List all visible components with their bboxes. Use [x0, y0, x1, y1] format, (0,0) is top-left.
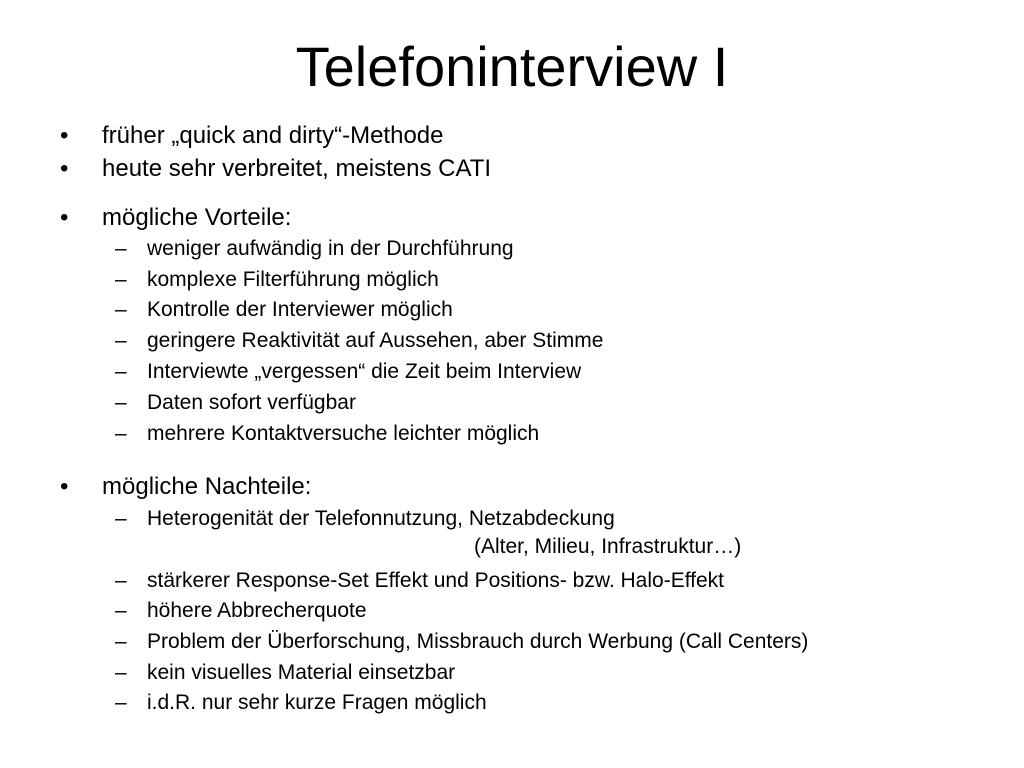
sub-item-continuation: (Alter, Milieu, Infrastruktur…) [474, 535, 742, 558]
dash-marker: – [115, 298, 127, 321]
sub-item-text: weniger aufwändig in der Durchführung [147, 237, 514, 260]
sub-item-text: stärkerer Response-Set Effekt und Positions- bzw. Halo-Effekt [147, 569, 724, 592]
sub-item-text: höhere Abbrecherquote [147, 599, 367, 622]
bullet-text: mögliche Nachteile: [102, 473, 312, 500]
dash-marker: – [115, 391, 127, 414]
dash-marker: – [115, 507, 127, 530]
dash-marker: – [115, 237, 127, 260]
sub-item-text: i.d.R. nur sehr kurze Fragen möglich [147, 691, 487, 714]
bullet-text: mögliche Vorteile: [102, 204, 292, 231]
sub-item-text: geringere Reaktivität auf Aussehen, aber Stimme [147, 329, 604, 352]
bullet-text: heute sehr verbreitet, meistens CATI [102, 155, 492, 182]
bullet-marker: • [60, 122, 69, 149]
sub-item-text: komplexe Filterführung möglich [147, 268, 439, 291]
slide-title: Telefoninterview I [295, 35, 729, 98]
sub-item-text: Daten sofort verfügbar [147, 391, 356, 414]
bullet-marker: • [60, 155, 69, 182]
dash-marker: – [115, 569, 127, 592]
dash-marker: – [115, 661, 127, 684]
dash-marker: – [115, 329, 127, 352]
sub-item-text: mehrere Kontaktversuche leichter möglich [147, 422, 540, 445]
bullet-marker: • [60, 204, 69, 231]
sub-item-text: Problem der Überforschung, Missbrauch durch Werbung (Call Centers) [147, 630, 809, 653]
sub-item-text: Interviewte „vergessen“ die Zeit beim Interview [147, 360, 582, 383]
bullet-marker: • [60, 473, 69, 500]
dash-marker: – [115, 630, 127, 653]
dash-marker: – [115, 691, 127, 714]
sub-item-text: Heterogenität der Telefonnutzung, Netzabdeckung [147, 507, 615, 530]
dash-marker: – [115, 268, 127, 291]
sub-item-text: Kontrolle der Interviewer möglich [147, 298, 453, 321]
bullet-text: früher „quick and dirty“-Methode [102, 122, 444, 149]
dash-marker: – [115, 360, 127, 383]
sub-item-text: kein visuelles Material einsetzbar [147, 661, 456, 684]
dash-marker: – [115, 422, 127, 445]
dash-marker: – [115, 599, 127, 622]
